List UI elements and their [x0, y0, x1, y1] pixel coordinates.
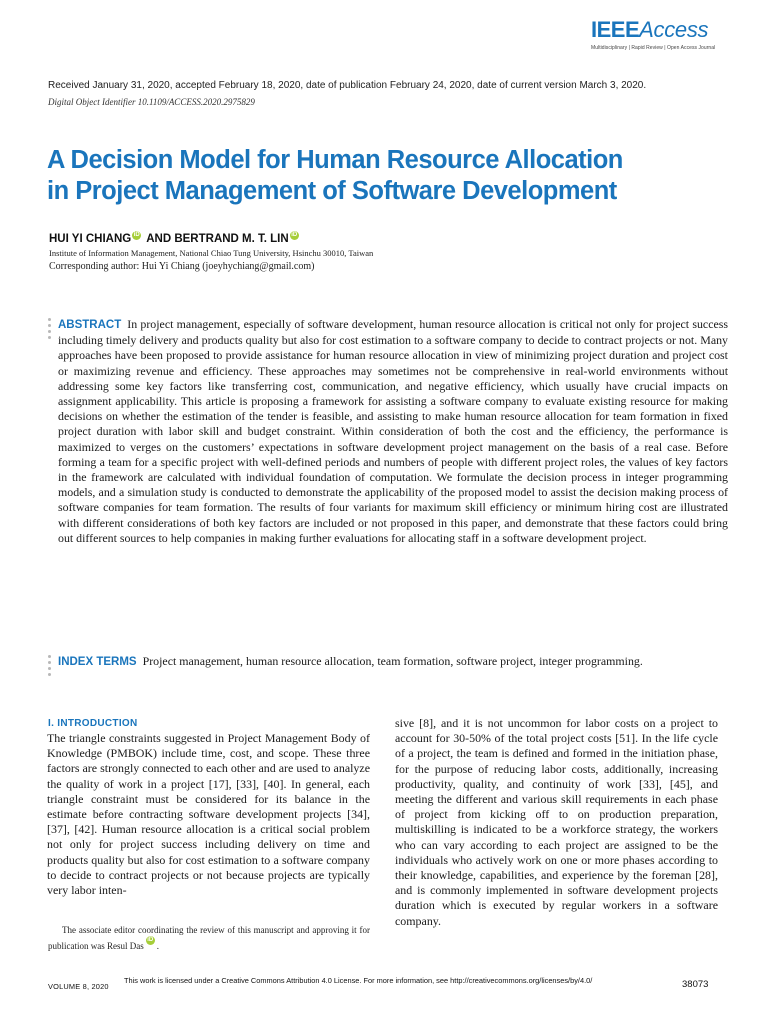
index-terms-block: [58, 654, 728, 670]
abstract-marker-icon: [48, 318, 52, 342]
author-2: AND BERTRAND M. T. LIN: [146, 233, 289, 245]
orcid-icon[interactable]: [290, 231, 299, 240]
author-list: [49, 233, 301, 245]
logo-bold: IEEE: [591, 17, 640, 42]
orcid-icon-glyph: iD: [291, 231, 298, 238]
abstract-heading: ABSTRACT: [58, 319, 122, 331]
logo-tagline: Multidisciplinary | Rapid Review | Open Access Journal: [591, 45, 716, 51]
editor-footnote: [48, 922, 370, 954]
abstract-text: In project management, especially of software development, human resource allocation is critical not only for project success including timely delivery and products quality but also for cost estimation to a software company to decide to contract projects or not. Many approaches have been proposed to provide assistance for human resource allocation in view of minimizing project duration and project cost or maximizing revenue and efficiency. These approaches may sometimes not be comprehensive in real-world environments without addressing some key factors like transferring cost, communication, and negative efficiency, which usually have crucial impacts on assignment applicability. This article is proposing a framework for assisting a software company to evaluate existing resource for making decisions on whether the estimation of the tender is feasible, and assisting to make human resource allocation for team formation in fixed project duration with labor skill and budget constraint. Within consideration of both the cost and the efficiency, the performance is maximized to verges on the customers’ expectations in software development project management on the basis of a real case. Before forming a team for a specific project with well-defined periods and numbers of people with different project roles, the values of key factors in the framework are calculated with individual foundation of computation. We formulate the decision process in integer programming models, and a simulation study is conducted to demonstrate the applicability of the proposed model to assist the decision making process of software companies for team formation. The results of four variants for maximum skill efficiency or minimum hiring cost are illustrated with different considerations of both key factors are included or not proposed in this paper, and demonstrate that these factors could bring out different sources to help companies in making further evaluations for allocating staff in a software development project.: [58, 317, 728, 545]
orcid-icon-glyph: iD: [133, 231, 140, 238]
footnote-end: .: [156, 941, 159, 951]
doi-line: Digital Object Identifier 10.1109/ACCESS.2020.2975829: [48, 97, 255, 107]
title-line-1: A Decision Model for Human Resource Allocation: [47, 146, 623, 174]
title-line-2: in Project Management of Software Development: [47, 177, 617, 205]
journal-logo: [591, 18, 717, 51]
orcid-icon-glyph: iD: [147, 937, 154, 943]
index-terms-marker-icon: [48, 655, 52, 679]
license-notice: This work is licensed under a Creative Commons Attribution 4.0 License. For more information, see http://creativecommons.org/licenses/by/4.0/: [124, 976, 593, 985]
corresponding-author: Corresponding author: Hui Yi Chiang (joeyhychiang@gmail.com): [49, 261, 315, 272]
author-1: HUI YI CHIANG: [49, 233, 132, 245]
received-dates: Received January 31, 2020, accepted February 18, 2020, date of publication February 24, 2020, date of current version March 3, 2020.: [48, 80, 647, 91]
orcid-icon[interactable]: [132, 231, 141, 240]
logo-italic: Access: [639, 17, 709, 42]
index-terms-text: Project management, human resource allocation, team formation, software project, integer programming.: [142, 654, 643, 668]
footnote-text: The associate editor coordinating the review of this manuscript and approving it for publication was Resul Das: [48, 925, 370, 951]
affiliation: Institute of Information Management, National Chiao Tung University, Hsinchu 30010, Taiwan: [49, 248, 374, 258]
section-heading-introduction: I. INTRODUCTION: [48, 718, 138, 729]
orcid-icon[interactable]: [146, 936, 155, 945]
page-number: 38073: [682, 979, 709, 990]
column-left-text: The triangle constraints suggested in Project Management Body of Knowledge (PMBOK) include time, cost, and scope. These three factors are strongly connected to each other and are used to analyze the quality of work in a project [17], [33], [40]. In general, each triangle constraint must be considered for its balance in the estimate before contracting software development projects [34], [37], [42]. Human resource allocation is a critical social problem not only for project success including delivery on time and products quality but also for cost estimation to a software company to decide to contract projects or not because projects are typically very labor inten-: [47, 731, 370, 898]
column-right-text: sive [8], and it is not uncommon for labor costs on a project to account for 30-50% of the total project costs [51]. In the life cycle of a project, the team is defined and formed in the initiation phase, for the purpose of reducing labor costs, additionally, increasing productivity, quality, and continuity of work [33], [45], and meeting the different and various skill requirements in each phase of project from kicking off to on production preparation, multiskilling is indicated to be a workforce strategy, the workers who can vary according to each project are assigned to be the individuals who actively work on one or more phases according to their knowledge, capabilities, and experience by the foreman [28], and is commonly implemented in software development projects duration which is executed by regular workers in a software company.: [395, 716, 718, 928]
paper-title: [47, 145, 727, 207]
volume-label: VOLUME 8, 2020: [48, 982, 109, 991]
index-terms-heading: INDEX TERMS: [58, 656, 137, 668]
abstract-block: [58, 317, 728, 546]
logo-wordmark: [591, 18, 717, 42]
